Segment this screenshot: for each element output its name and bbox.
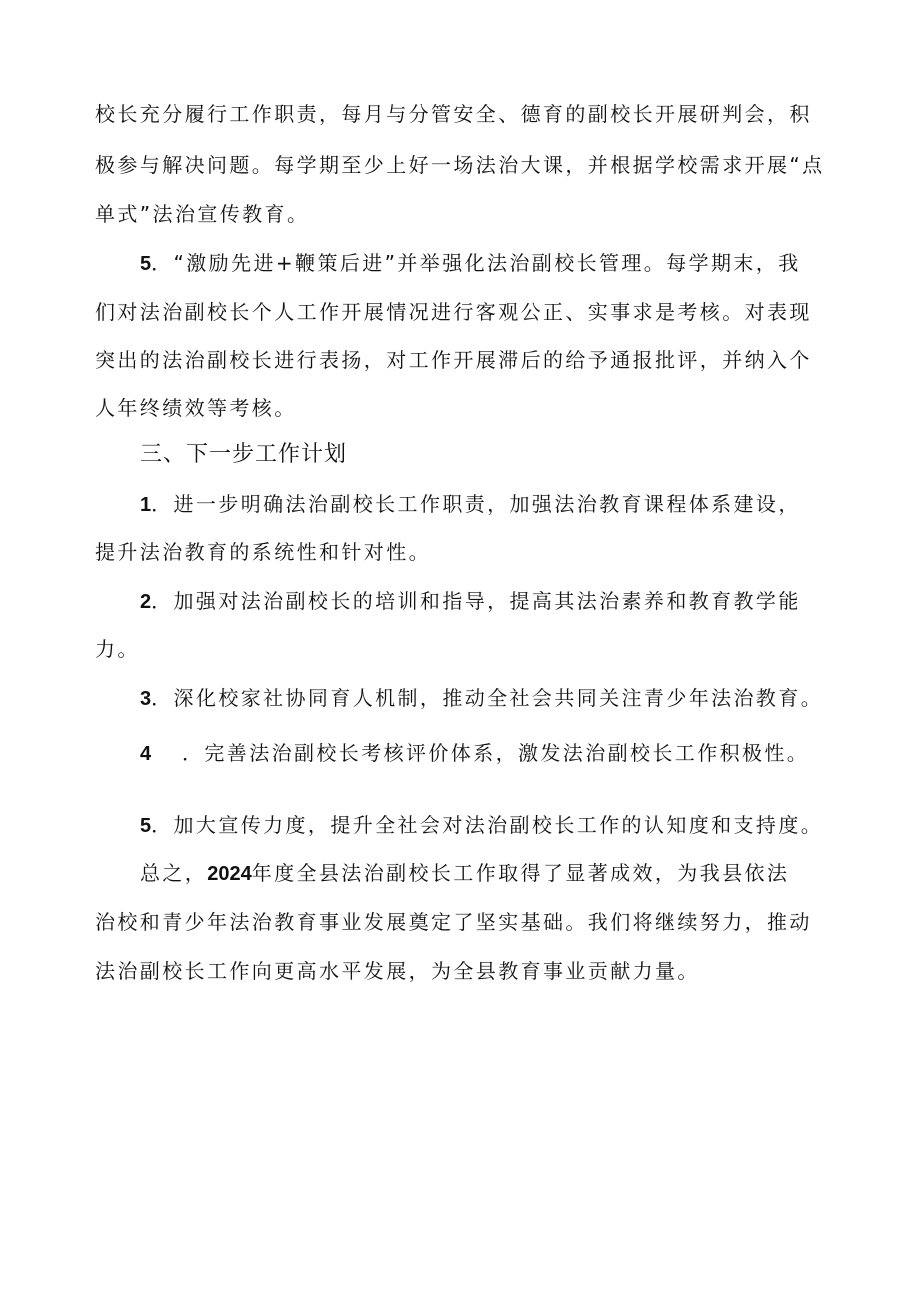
plan-item-4: 4 ．完善法治副校长考核评价体系，激发法治副校长工作积极性。	[140, 741, 810, 765]
section-heading: 三、下一步工作计划	[140, 442, 348, 467]
paragraph-line: 突出的法治副校长进行表扬，对工作开展滞后的给予通报批评，并纳入个	[95, 348, 812, 372]
list-number: 5	[140, 815, 152, 837]
paragraph-line: 提升法治教育的系统性和针对性。	[95, 540, 431, 564]
list-item-5-line: 5．“激励先进+鞭策后进”并举强化法治副校长管理。每学期末，我	[140, 251, 801, 275]
plan-item-3: 3．深化校家社协同育人机制，推动全社会共同关注青少年法治教育。	[140, 686, 824, 710]
plan-item-1: 1．进一步明确法治副校长工作职责，加强法治教育课程体系建设，	[140, 492, 801, 516]
conclusion-line: 总之，2024年度全县法治副校长工作取得了显著成效，为我县依法	[140, 861, 790, 885]
list-number: 1	[140, 494, 152, 516]
plan-item-2: 2．加强对法治副校长的培训和指导，提高其法治素养和教育教学能	[140, 589, 801, 613]
list-number: 2	[140, 591, 152, 613]
paragraph-line: 人年终绩效等考核。	[95, 396, 297, 420]
list-number: 3	[140, 688, 152, 710]
list-number: 5	[140, 253, 152, 275]
paragraph-line: 极参与解决问题。每学期至少上好一场法治大课，并根据学校需求开展“点	[95, 153, 825, 177]
paragraph-line: 治校和青少年法治教育事业发展奠定了坚实基础。我们将继续努力，推动	[95, 910, 812, 934]
plan-item-5: 5．加大宣传力度，提升全社会对法治副校长工作的认知度和支持度。	[140, 813, 824, 837]
paragraph-line: 们对法治副校长个人工作开展情况进行客观公正、实事求是考核。对表现	[95, 300, 812, 324]
year-number: 2024	[207, 863, 252, 885]
paragraph-line: 法治副校长工作向更高水平发展，为全县教育事业贡献力量。	[95, 959, 700, 983]
paragraph-line: 力。	[95, 637, 140, 661]
paragraph-line: 单式”法治宣传教育。	[95, 202, 310, 226]
paragraph-line: 校长充分履行工作职责，每月与分管安全、德育的副校长开展研判会，积	[95, 102, 812, 126]
list-number: 4	[140, 743, 152, 765]
